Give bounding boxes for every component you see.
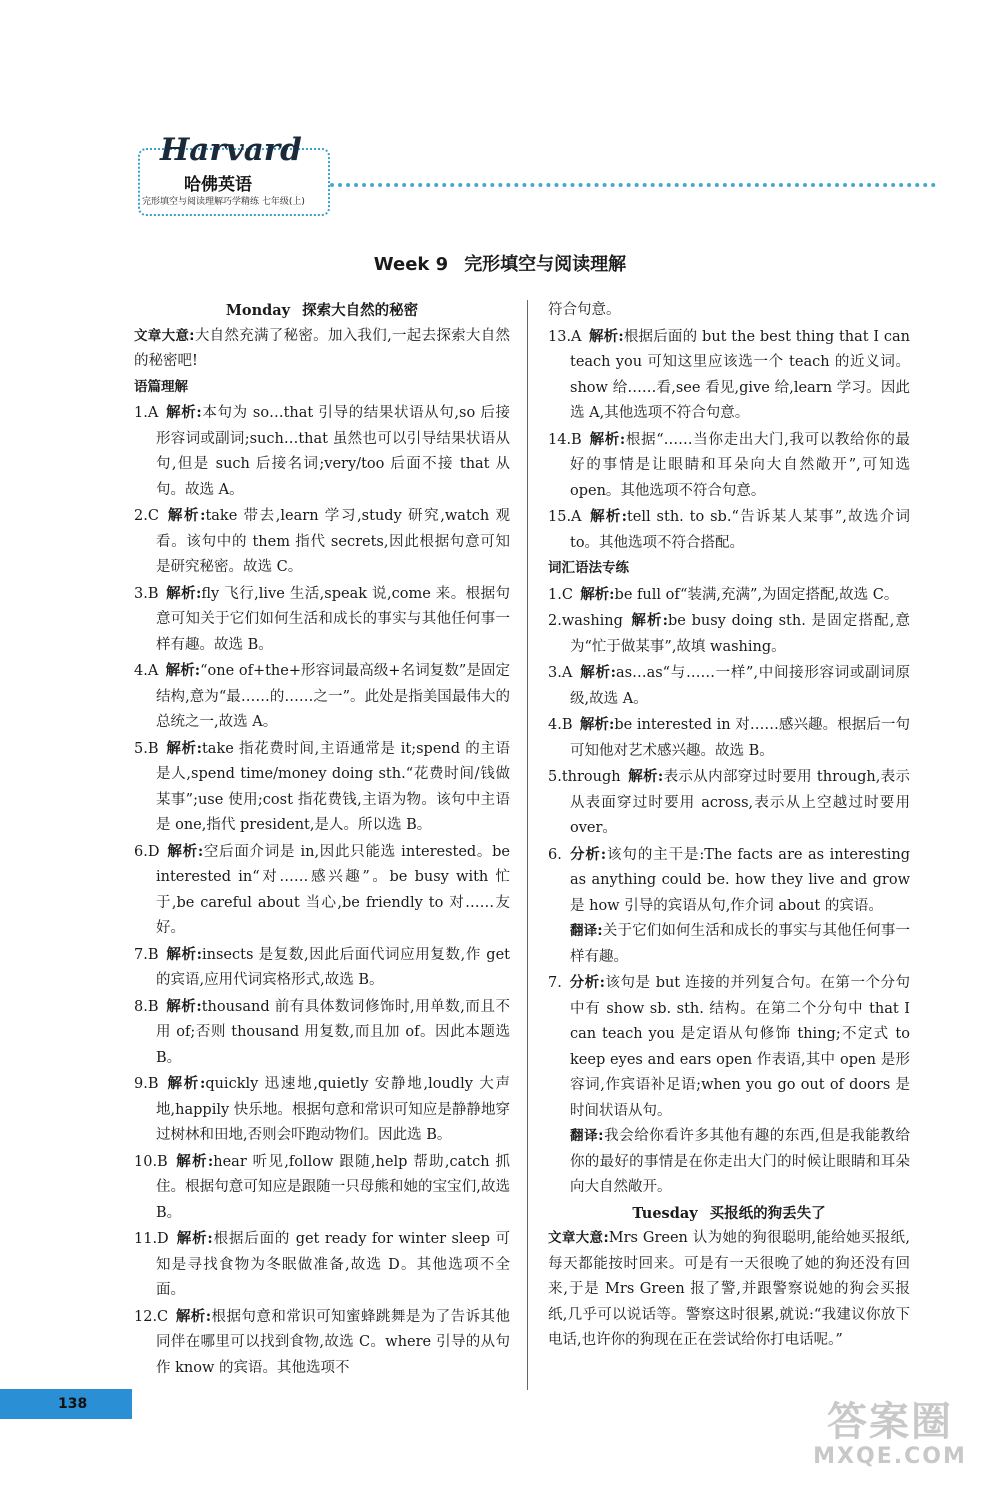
page-title [0, 250, 1000, 276]
answer-item [134, 1304, 510, 1382]
analysis-text: 根据后面的 get ready for winter sleep 可知是寻找食物为冬眠做准备,故选 D。其他选项不全面。 [156, 1231, 510, 1298]
analysis-text: as…as“与……一样”,中间接形容词或副词原级,故选 A。 [570, 665, 910, 707]
tuesday-summary-label: 文章大意: [548, 1230, 609, 1246]
analysis-label: 解析: [174, 1152, 214, 1170]
analysis-label: 解析: [165, 997, 202, 1015]
reading-list-left [134, 400, 510, 1381]
watermark-logo: 答案圈 [827, 1399, 953, 1445]
translation-text: 关于它们如何生活和成长的事实与其他任何事一样有趣。 [570, 923, 910, 965]
analysis-text: 根据“……当你走出大门,我可以教给你的最好的事情是让眼睛和耳朵向大自然敞开”,可知选 open。其他选项不符合句意。 [570, 431, 910, 499]
answer-item [548, 712, 910, 764]
answer-key: 14.B [548, 431, 582, 448]
analysis-text: thousand 前有具体数词修饰时,用单数,而且不用 of;否则 thousand 用复数,而且加 of。因此本题选 B。 [156, 998, 510, 1066]
analysis-text: take 带去,learn 学习,study 研究,watch 观看。该句中的 them 指代 secrets,因此根据句意可知是研究秘密。故选 C。 [156, 508, 510, 575]
answer-key: 10.B [134, 1153, 168, 1170]
analysis-text: “one of+the+形容词最高级+名词复数”是固定结构,意为“最……的……之一”。此处是指美国最伟大的总统之一,故选 A。 [156, 663, 510, 730]
monday-summary [134, 324, 510, 375]
answer-key: 3.B [134, 585, 159, 602]
answer-key: 6.D [134, 843, 160, 860]
analysis-text: 表示从内部穿过时要用 through,表示从表面穿过时要用 across,表示从上空越过时要用 over。 [570, 769, 910, 836]
analysis-label: 解析: [580, 585, 615, 603]
analysis-text: be full of“装满,充满”,为固定搭配,故选 C。 [614, 586, 899, 603]
answer-key: 7.B [134, 946, 159, 963]
analysis-label: 解析: [166, 507, 206, 524]
analysis-label: 分析: [569, 974, 605, 991]
tuesday-summary [548, 1226, 910, 1354]
tuesday-day: Tuesday [632, 1204, 698, 1222]
tuesday-heading [548, 1201, 910, 1227]
watermark [790, 1400, 990, 1470]
translation-label: 翻译: [570, 1128, 604, 1144]
summary-label: 文章大意: [134, 327, 195, 344]
analysis-text: tell sth. to sb.“告诉某人某事”,故选介词 to。其他选项不符合搭配。 [570, 509, 910, 551]
analysis-text: take 指花费时间,主语通常是 it;spend 的主语是人,spend time/money doing sth.“花费时间/钱做某事”;use 使用;cost 指花费钱,主语为物。该句中主语是 one,指代 president,是人。所以选 B。 [156, 740, 510, 833]
analysis-label: 解析: [627, 768, 664, 785]
analysis-label: 解析: [588, 327, 624, 345]
monday-title: 探索大自然的秘密 [302, 302, 419, 319]
tuesday-title: 买报纸的狗丢失了 [709, 1204, 826, 1222]
answer-key: 3.A [548, 665, 573, 681]
analysis-label: 解析: [165, 1075, 206, 1092]
left-column [134, 298, 510, 1381]
answer-key: 2.C [134, 508, 159, 524]
right-column [548, 298, 910, 1354]
logo-chinese-title: 哈佛英语 [184, 175, 252, 195]
analysis-label: 解析: [588, 508, 627, 525]
analysis-text: 本句为 so…that 引导的结果状语从句,so 后接形容词或副词;such…that 虽然也可以引导结果状语从句,但是 such 后接名词;very/too 后面不接 that 从句。故选 A。 [156, 405, 510, 498]
answer-item [548, 608, 910, 660]
week-label: Week 9 [373, 254, 449, 275]
analysis-label: 解析: [579, 716, 615, 733]
analysis-text: quickly 迅速地,quietly 安静地,loudly 大声地,happily 快乐地。根据句意和常识可知应是静静地穿过树林和田地,否则会吓跑动物们。因此选 B。 [156, 1076, 510, 1143]
answer-key: 5.B [134, 740, 159, 757]
reading-heading: 语篇理解 [134, 378, 188, 395]
answer-key: 2.washing [548, 613, 623, 629]
translation-text: 我会给你看许多其他有趣的东西,但是我能教给你的最好的事情是在你走出大门的时候让眼睛和耳朵向大自然敞开。 [570, 1128, 910, 1195]
answer-item [548, 764, 910, 842]
analysis-label: 解析: [165, 404, 202, 421]
analysis-text: insects 是复数,因此后面代词应用复数,作 get 的宾语,应用代词宾格形式,故选 B。 [156, 946, 510, 988]
answer-item [548, 582, 910, 609]
answer-item [134, 400, 510, 503]
answer-key: 5.through [548, 769, 621, 785]
answer-key: 1.C [548, 586, 573, 603]
logo-harvard: Harvard [160, 132, 302, 168]
answer-item [134, 1149, 510, 1227]
analysis-text: 该句是 but 连接的并列复合句。在第一个分句中有 show sb. sth. 结构。在第二个分句中 that I can teach you 是定语从句修饰 thing;不定式 to keep eyes and ears open 作表语,其中 open 是形容词,作宾语补足语;when you go out of doors 是时间状语从句。 [570, 975, 910, 1119]
answer-key: 9.B [134, 1076, 159, 1092]
answer-key: 15.A [548, 509, 582, 525]
analysis-label: 解析: [165, 662, 201, 679]
answer-item [548, 504, 910, 556]
translation [548, 919, 910, 970]
answer-key: 13.A [548, 328, 582, 345]
answer-key: 1.A [134, 405, 159, 421]
answer-key: 8.B [134, 998, 159, 1015]
answer-key: 12.C [134, 1308, 169, 1325]
answer-key: 6. [548, 846, 562, 863]
analysis-text: fly 飞行,live 生活,speak 说,come 来。根据句意可知关于它们如何生活和成长的事实与其他任何事一样有趣。故选 B。 [156, 585, 511, 653]
monday-day: Monday [225, 302, 291, 319]
analysis-label: 解析: [630, 612, 668, 629]
answer-item [134, 736, 510, 839]
analysis-label: 解析: [579, 664, 616, 681]
answer-key: 11.D [134, 1231, 169, 1247]
translation-label: 翻译: [570, 923, 603, 939]
analysis-text: be busy doing sth. 是固定搭配,意为“忙于做某事”,故填 washing。 [570, 613, 910, 655]
analysis-label: 分析: [569, 845, 607, 863]
monday-heading [134, 298, 510, 324]
answer-item [548, 427, 910, 505]
page-number: 138 [0, 1389, 132, 1419]
answer-item [134, 658, 510, 736]
reading-12-continuation: 符合句意。 [548, 302, 621, 318]
analysis-label: 解析: [165, 739, 202, 757]
analysis-label: 解析: [166, 842, 204, 860]
answer-key: 4.A [134, 663, 159, 679]
answer-item [548, 660, 910, 712]
answer-key: 4.B [548, 717, 573, 733]
analysis-text: 根据后面的 but the best thing that I can teach you 可知这里应该选一个 teach 的近义词。show 给……看,see 看见,give 给,learn 学习。因此选 A,其他选项不符合句意。 [570, 328, 911, 421]
answer-item [134, 503, 510, 581]
answer-item [548, 970, 910, 1124]
vocab-list [548, 582, 910, 1201]
logo-subtitle: 完形填空与阅读理解巧学精练 七年级(上) [142, 197, 305, 207]
analysis-text: 根据句意和常识可知蜜蜂跳舞是为了告诉其他同伴在哪里可以找到食物,故选 C。where 引导的从句作 know 的宾语。其他选项不 [156, 1308, 510, 1376]
analysis-text: hear 听见,follow 跟随,help 帮助,catch 抓住。根据句意可知应是跟随一只母熊和她的宝宝们,故选 B。 [156, 1153, 510, 1221]
analysis-label: 解析: [175, 1230, 213, 1247]
answer-item [134, 839, 510, 942]
answer-item [548, 842, 910, 920]
analysis-text: be interested in 对……感兴趣。根据后一句可知他对艺术感兴趣。故选 B。 [570, 717, 910, 759]
answer-item [134, 942, 510, 994]
header-dotted-rule [330, 183, 936, 187]
watermark-url: MXQE.COM [813, 1444, 967, 1469]
translation [548, 1124, 910, 1201]
summary-text: 大自然充满了秘密。加入我们,一起去探索大自然的秘密吧! [134, 327, 511, 369]
answer-item [134, 1226, 510, 1304]
analysis-label: 解析: [588, 430, 626, 448]
vocab-heading: 词汇语法专练 [548, 560, 629, 576]
week-topic: 完形填空与阅读理解 [464, 254, 627, 275]
tuesday-summary-text: Mrs Green 认为她的狗很聪明,能给她买报纸,每天都能按时回来。可是有一天很晚了她的狗还没有回来,于是 Mrs Green 报了警,并跟警察说她的狗会买报纸,几乎可以说话等。警察这时很累,就说:“我建议你放下电话,也许你的狗现在正在尝试给你打电话呢。” [548, 1230, 910, 1348]
answer-item [134, 994, 510, 1072]
analysis-text: 该句的主干是:The facts are as interesting as anything could be. how they live and grow 是 how 引导的宾语从句,作介词 about 的宾语。 [570, 846, 910, 914]
answer-key: 7. [548, 975, 562, 991]
analysis-label: 解析: [165, 945, 203, 963]
answer-item [134, 581, 510, 659]
analysis-label: 解析: [175, 1307, 212, 1325]
reading-list-right [548, 324, 910, 557]
analysis-text: 空后面介词是 in,因此只能选 interested。be interested in“对……感兴趣”。be busy with 忙于,be careful about 当心,be friendly to 对……友好。 [156, 843, 510, 936]
answer-item [134, 1071, 510, 1149]
column-divider [527, 300, 528, 1390]
answer-item [548, 324, 910, 427]
analysis-label: 解析: [165, 584, 202, 602]
